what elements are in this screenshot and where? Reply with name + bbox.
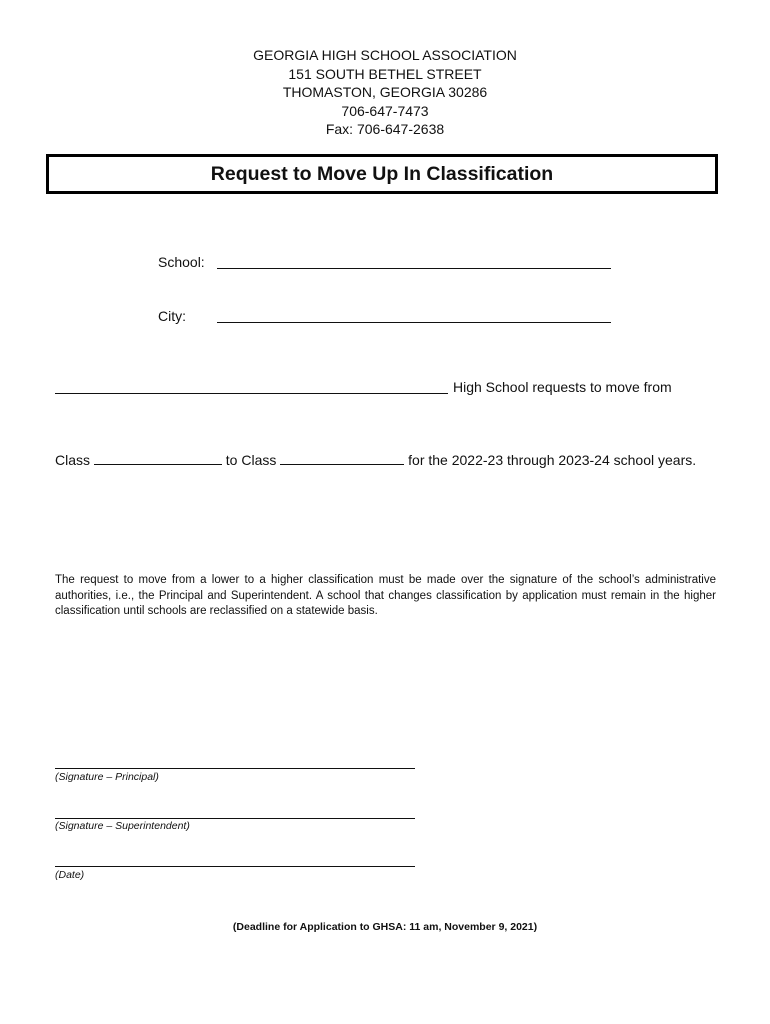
from-class-field[interactable]	[94, 450, 222, 465]
superintendent-signature-line[interactable]	[55, 818, 415, 819]
to-class-field[interactable]	[280, 450, 404, 465]
superintendent-signature-label: (Signature – Superintendent)	[55, 820, 190, 832]
fax-number: Fax: 706-647-2638	[325, 121, 445, 137]
street-address: 151 SOUTH BETHEL STREET	[288, 65, 482, 82]
request-text: High School requests to move from	[453, 379, 672, 395]
to-class-label: to Class	[225, 452, 277, 468]
class-label: Class	[55, 452, 91, 468]
deadline-note: (Deadline for Application to GHSA: 11 am, November 9, 2021)	[232, 921, 538, 933]
policy-paragraph: The request to move from a lower to a higher classification must be made over the signature of the school’s administrative authorities, i.e., the Principal and Superintendent. A school that changes classification by application must remain in the higher classification until schools are reclassified on a statewide basis.	[55, 574, 716, 617]
org-name: GEORGIA HIGH SCHOOL ASSOCIATION	[253, 47, 517, 63]
page-title: Request to Move Up In Classification	[210, 162, 554, 185]
high-school-name-field[interactable]	[55, 393, 448, 394]
date-line[interactable]	[55, 866, 415, 867]
date-label: (Date)	[55, 869, 85, 881]
city-state-zip: THOMASTON, GEORGIA 30286	[282, 84, 488, 100]
city-field[interactable]	[217, 322, 611, 323]
phone-number: 706-647-7473	[341, 102, 429, 119]
principal-signature-line[interactable]	[55, 768, 415, 769]
title-box	[46, 154, 718, 194]
school-field[interactable]	[217, 268, 611, 269]
class-line	[55, 450, 696, 468]
letterhead	[0, 46, 770, 139]
principal-signature-label: (Signature – Principal)	[55, 771, 159, 783]
school-years-text: for the 2022-23 through 2023-24 school years.	[408, 452, 697, 468]
school-label: School:	[158, 254, 205, 270]
city-label: City:	[158, 308, 186, 324]
